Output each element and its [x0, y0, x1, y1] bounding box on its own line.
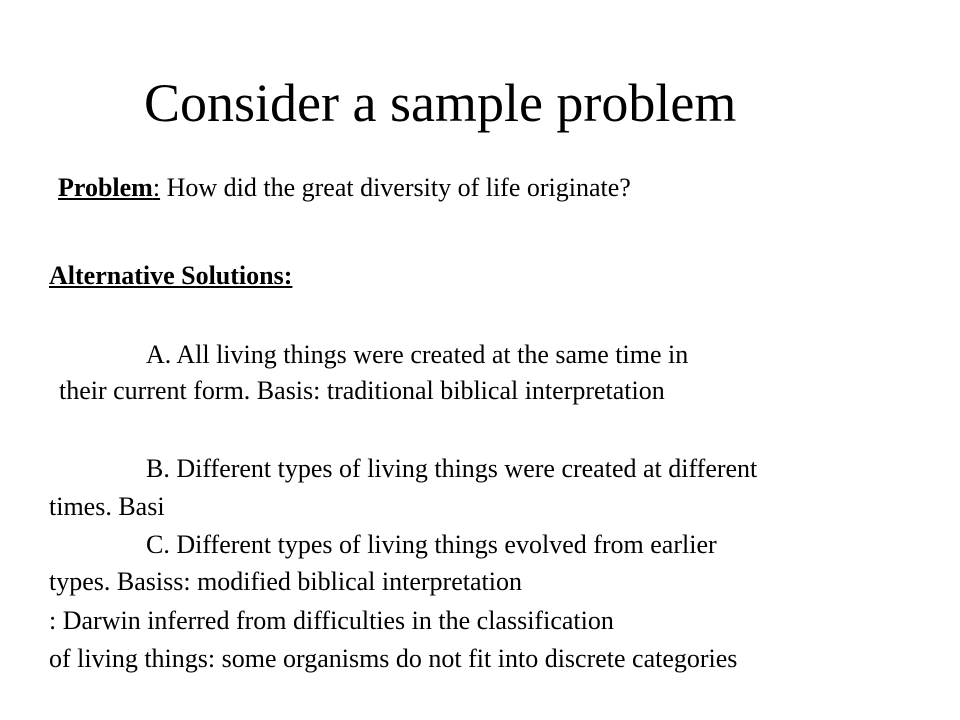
problem-text: How did the great diversity of life originate?: [160, 173, 631, 202]
problem-statement: [58, 168, 631, 208]
solution-c-line-2: types. Basiss: modified biblical interpretation: [49, 567, 522, 596]
problem-colon: :: [152, 173, 161, 202]
solution-a-line-1: A. All living things were created at the same time in: [146, 340, 689, 369]
slide-title: Consider a sample problem: [144, 73, 737, 133]
solution-b-line-2: times. Basi: [49, 492, 165, 521]
solution-b-line-1: B. Different types of living things were created at different: [146, 454, 758, 483]
darwin-note-line-2: of living things: some organisms do not fit into discrete categories: [49, 644, 738, 673]
darwin-note-line-1: : Darwin inferred from difficulties in the classification: [49, 606, 614, 635]
alternative-solutions-heading: Alternative Solutions:: [49, 261, 293, 290]
solution-c-line-1: C. Different types of living things evolved from earlier: [146, 530, 717, 559]
problem-label: Problem: [58, 173, 153, 202]
solution-a-line-2: their current form. Basis: traditional biblical interpretation: [59, 376, 665, 405]
